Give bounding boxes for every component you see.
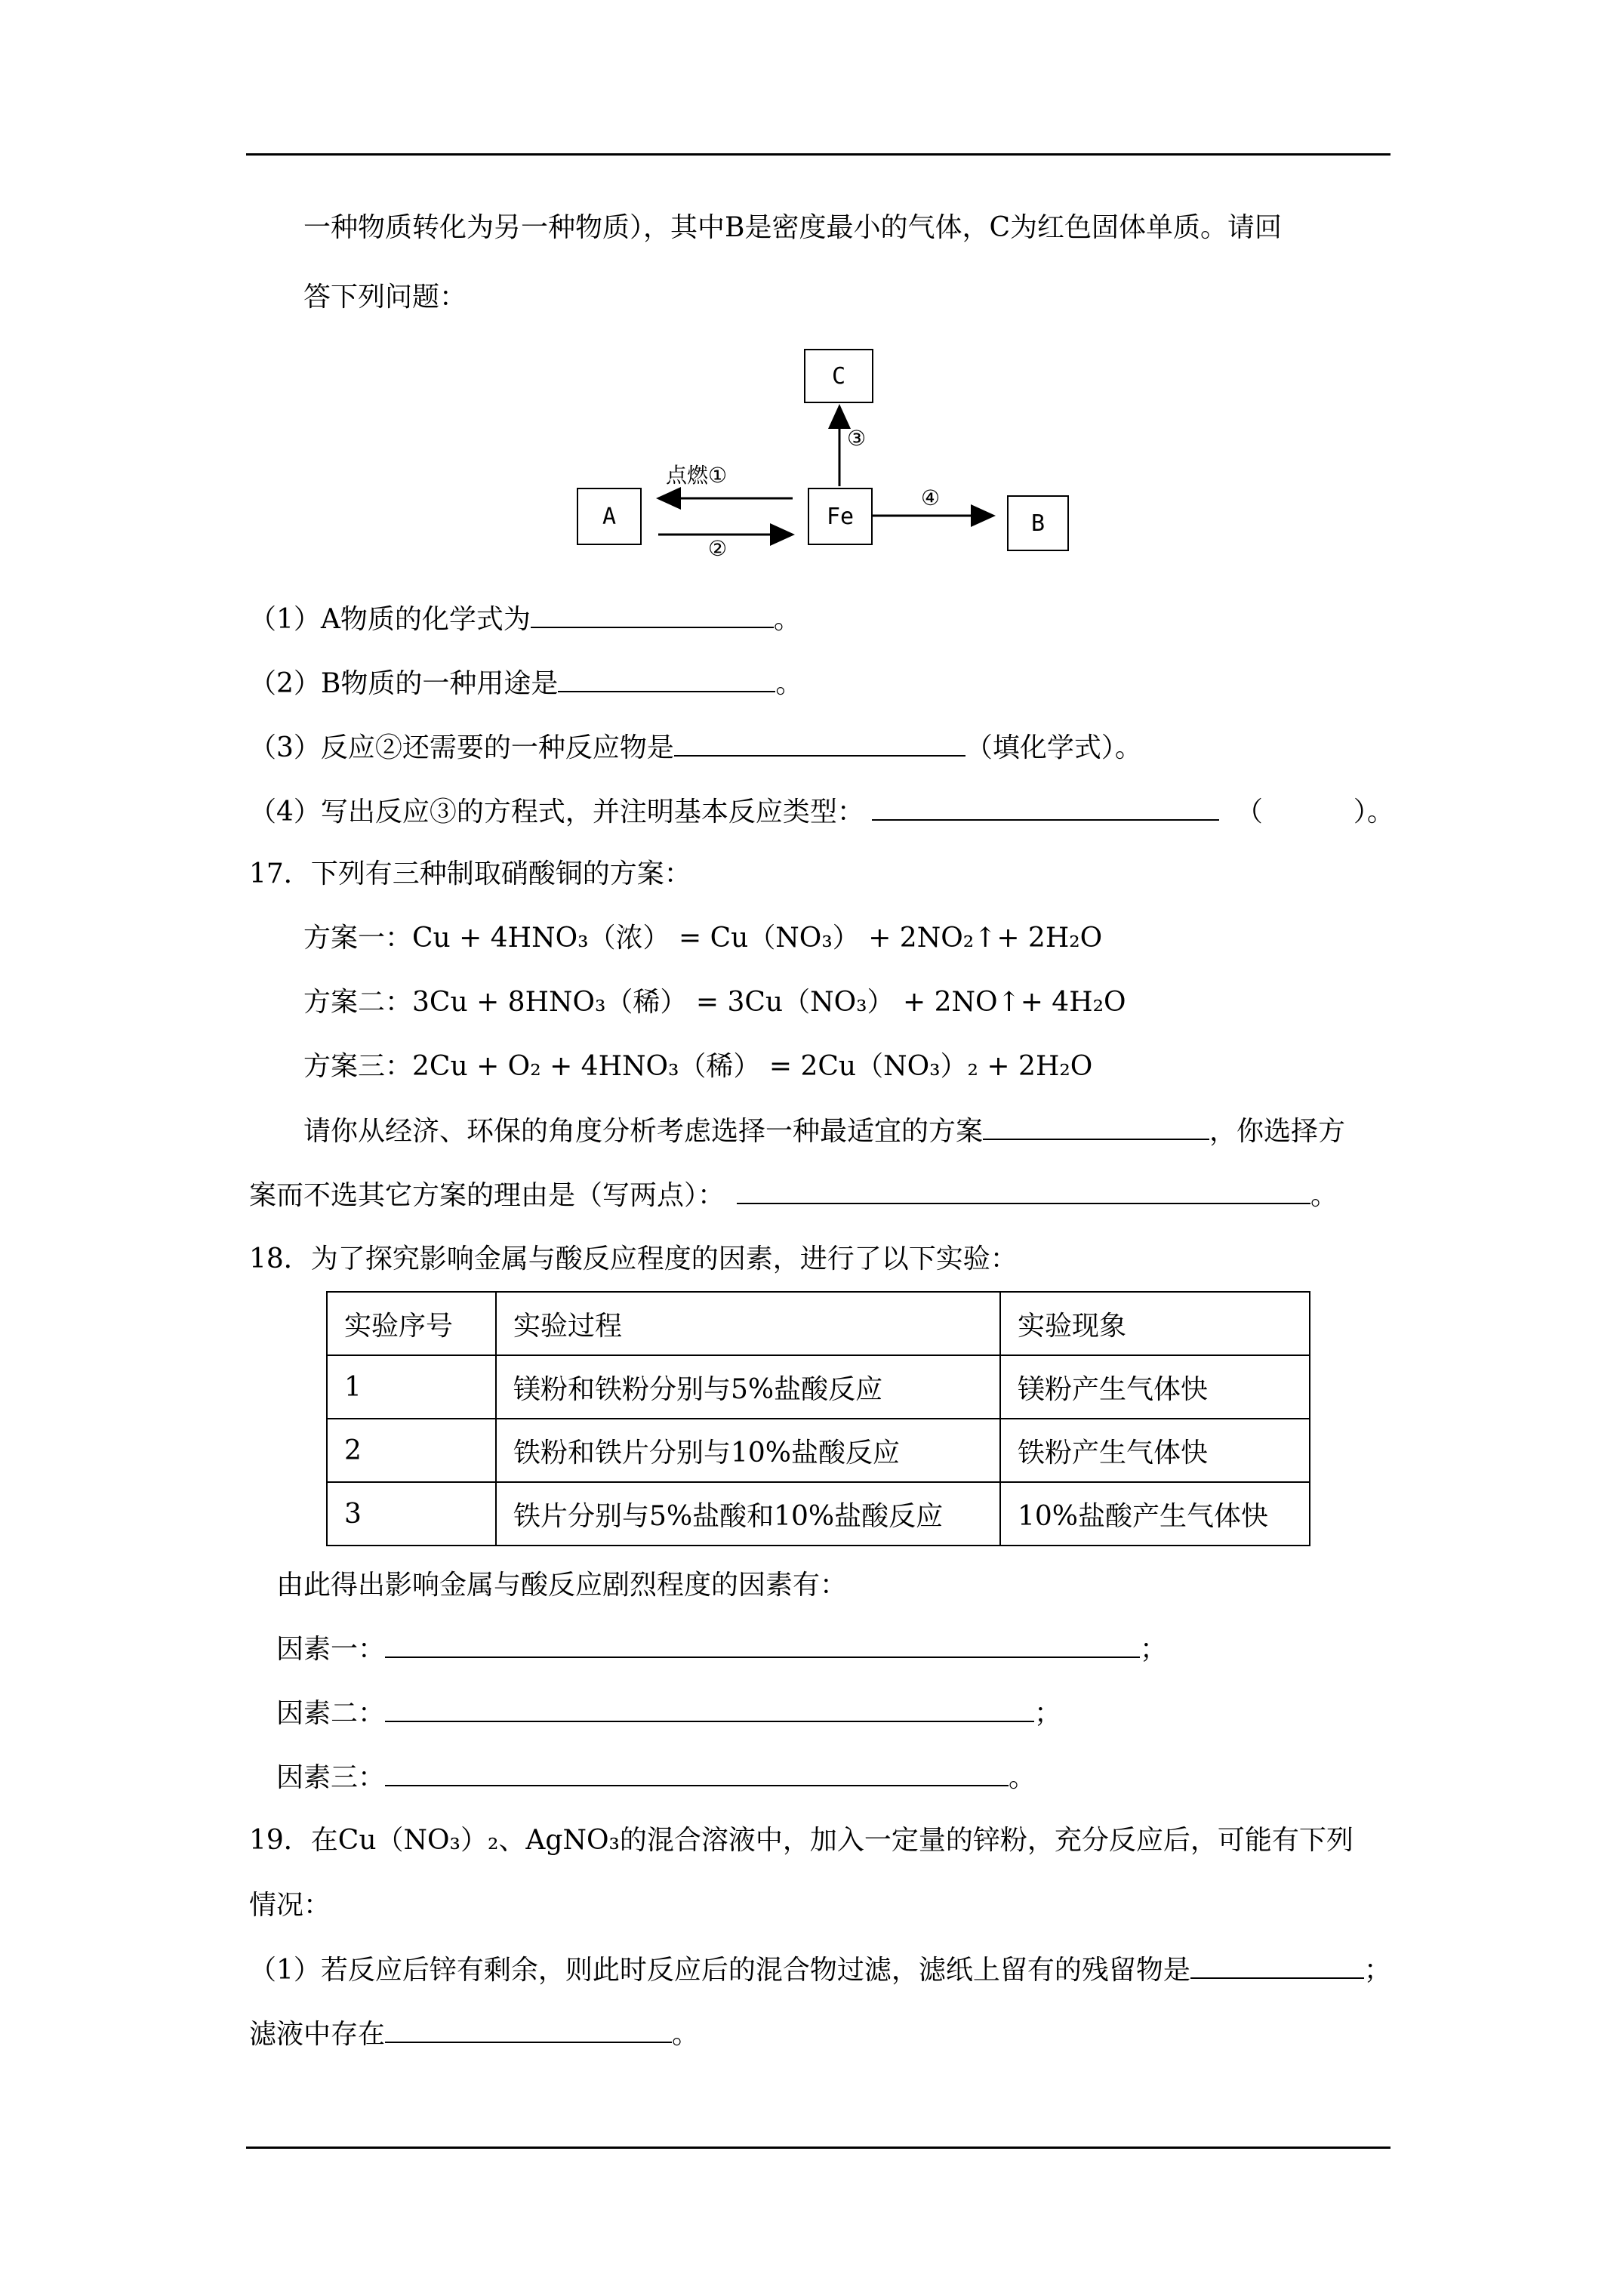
answer-blank-q16-4-type[interactable] bbox=[1263, 795, 1354, 821]
table-cell: 2 bbox=[327, 1419, 496, 1482]
q16-sub1: （1）A物质的化学式为 。 bbox=[249, 601, 801, 638]
q18-factor2: 因素二： ； bbox=[276, 1695, 1061, 1732]
label-reaction-3: ③ bbox=[847, 426, 867, 451]
q17-plan2: 方案二：3Cu + 8HNO₃（稀） = 3Cu（NO₃） + 2NO↑+ 4H₂O bbox=[303, 987, 1126, 1018]
answer-blank-factor1[interactable] bbox=[385, 1631, 1140, 1658]
table-cell: 镁粉产生气体快 bbox=[1000, 1355, 1310, 1419]
q19-line2: 情况： bbox=[249, 1890, 331, 1921]
experiment-table bbox=[326, 1291, 1310, 1546]
answer-blank-q16-1[interactable] bbox=[531, 601, 774, 628]
table-cell: 铁粉和铁片分别与10%盐酸反应 bbox=[496, 1419, 1000, 1482]
table-cell: 3 bbox=[327, 1482, 496, 1546]
table-header-cell: 实验现象 bbox=[1000, 1292, 1310, 1355]
table-cell: 镁粉和铁粉分别与5%盐酸反应 bbox=[496, 1355, 1000, 1419]
table-cell: 10%盐酸产生气体快 bbox=[1000, 1482, 1310, 1546]
q18-title: 18．为了探究影响金属与酸反应程度的因素，进行了以下实验： bbox=[249, 1244, 1018, 1274]
answer-blank-q17-reason[interactable] bbox=[737, 1177, 1310, 1204]
table-cell: 1 bbox=[327, 1355, 496, 1419]
answer-blank-factor3[interactable] bbox=[385, 1759, 1009, 1786]
answer-blank-factor2[interactable] bbox=[385, 1695, 1034, 1722]
q17-ask-line2: 案而不选其它方案的理由是（写两点）： 。 bbox=[249, 1177, 1338, 1214]
box-c: C bbox=[804, 349, 873, 403]
answer-blank-q19-residue[interactable] bbox=[1190, 1952, 1364, 1979]
q17-plan1: 方案一：Cu + 4HNO₃（浓） = Cu（NO₃） + 2NO₂↑+ 2H₂O bbox=[303, 923, 1103, 954]
table-row bbox=[327, 1355, 1310, 1419]
table-header-cell: 实验过程 bbox=[496, 1292, 1000, 1355]
box-b: B bbox=[1007, 495, 1069, 551]
q18-conclusion: 由此得出影响金属与酸反应剧烈程度的因素有： bbox=[276, 1570, 848, 1601]
table-header-row bbox=[327, 1292, 1310, 1355]
q16-intro-line1: 一种物质转化为另一种物质），其中B是密度最小的气体，C为红色固体单质。请回 bbox=[303, 212, 1283, 243]
q19-sub1-line2: 滤液中存在 。 bbox=[249, 2016, 699, 2053]
label-reaction-4: ④ bbox=[921, 485, 941, 510]
table-cell: 铁片分别与5%盐酸和10%盐酸反应 bbox=[496, 1482, 1000, 1546]
q16-sub3: （3）反应②还需要的一种反应物是 （填化学式）。 bbox=[249, 729, 1142, 766]
header-rule bbox=[246, 153, 1390, 156]
table-header-cell: 实验序号 bbox=[327, 1292, 496, 1355]
q16-sub4: （4）写出反应③的方程式，并注明基本反应类型： （ ）。 bbox=[249, 794, 1394, 831]
table-row bbox=[327, 1419, 1310, 1482]
table-row bbox=[327, 1482, 1310, 1546]
q17-ask-line1: 请你从经济、环保的角度分析考虑选择一种最适宜的方案 ，你选择方 bbox=[303, 1113, 1345, 1150]
q18-factor3: 因素三： 。 bbox=[276, 1759, 1036, 1796]
label-reaction-2: ② bbox=[708, 536, 728, 561]
footer-rule bbox=[246, 2147, 1390, 2149]
q19-line1: 19．在Cu（NO₃）₂、AgNO₃的混合溶液中，加入一定量的锌粉，充分反应后，可能有下列 bbox=[249, 1825, 1354, 1856]
table-cell: 铁粉产生气体快 bbox=[1000, 1419, 1310, 1482]
q17-title: 17．下列有三种制取硝酸铜的方案： bbox=[249, 858, 691, 889]
answer-blank-q17-plan[interactable] bbox=[983, 1113, 1209, 1140]
q16-intro-line2: 答下列问题： bbox=[303, 282, 467, 313]
answer-blank-q16-4[interactable] bbox=[872, 794, 1219, 821]
q16-sub2: （2）B物质的一种用途是 。 bbox=[249, 665, 802, 702]
box-fe: Fe bbox=[808, 488, 873, 545]
answer-blank-q16-3[interactable] bbox=[674, 729, 965, 757]
label-reaction-1: 点燃① bbox=[666, 463, 728, 488]
q19-sub1: （1）若反应后锌有剩余，则此时反应后的混合物过滤，滤纸上留有的残留物是 ； bbox=[249, 1952, 1391, 1989]
reaction-diagram bbox=[574, 347, 1072, 566]
answer-blank-q19-filtrate[interactable] bbox=[385, 2016, 672, 2043]
q17-plan3: 方案三：2Cu + O₂ + 4HNO₃（稀） = 2Cu（NO₃）₂ + 2H₂O bbox=[303, 1051, 1093, 1082]
q18-factor1: 因素一： ； bbox=[276, 1631, 1167, 1668]
answer-blank-q16-2[interactable] bbox=[558, 665, 775, 692]
box-a: A bbox=[577, 488, 642, 545]
